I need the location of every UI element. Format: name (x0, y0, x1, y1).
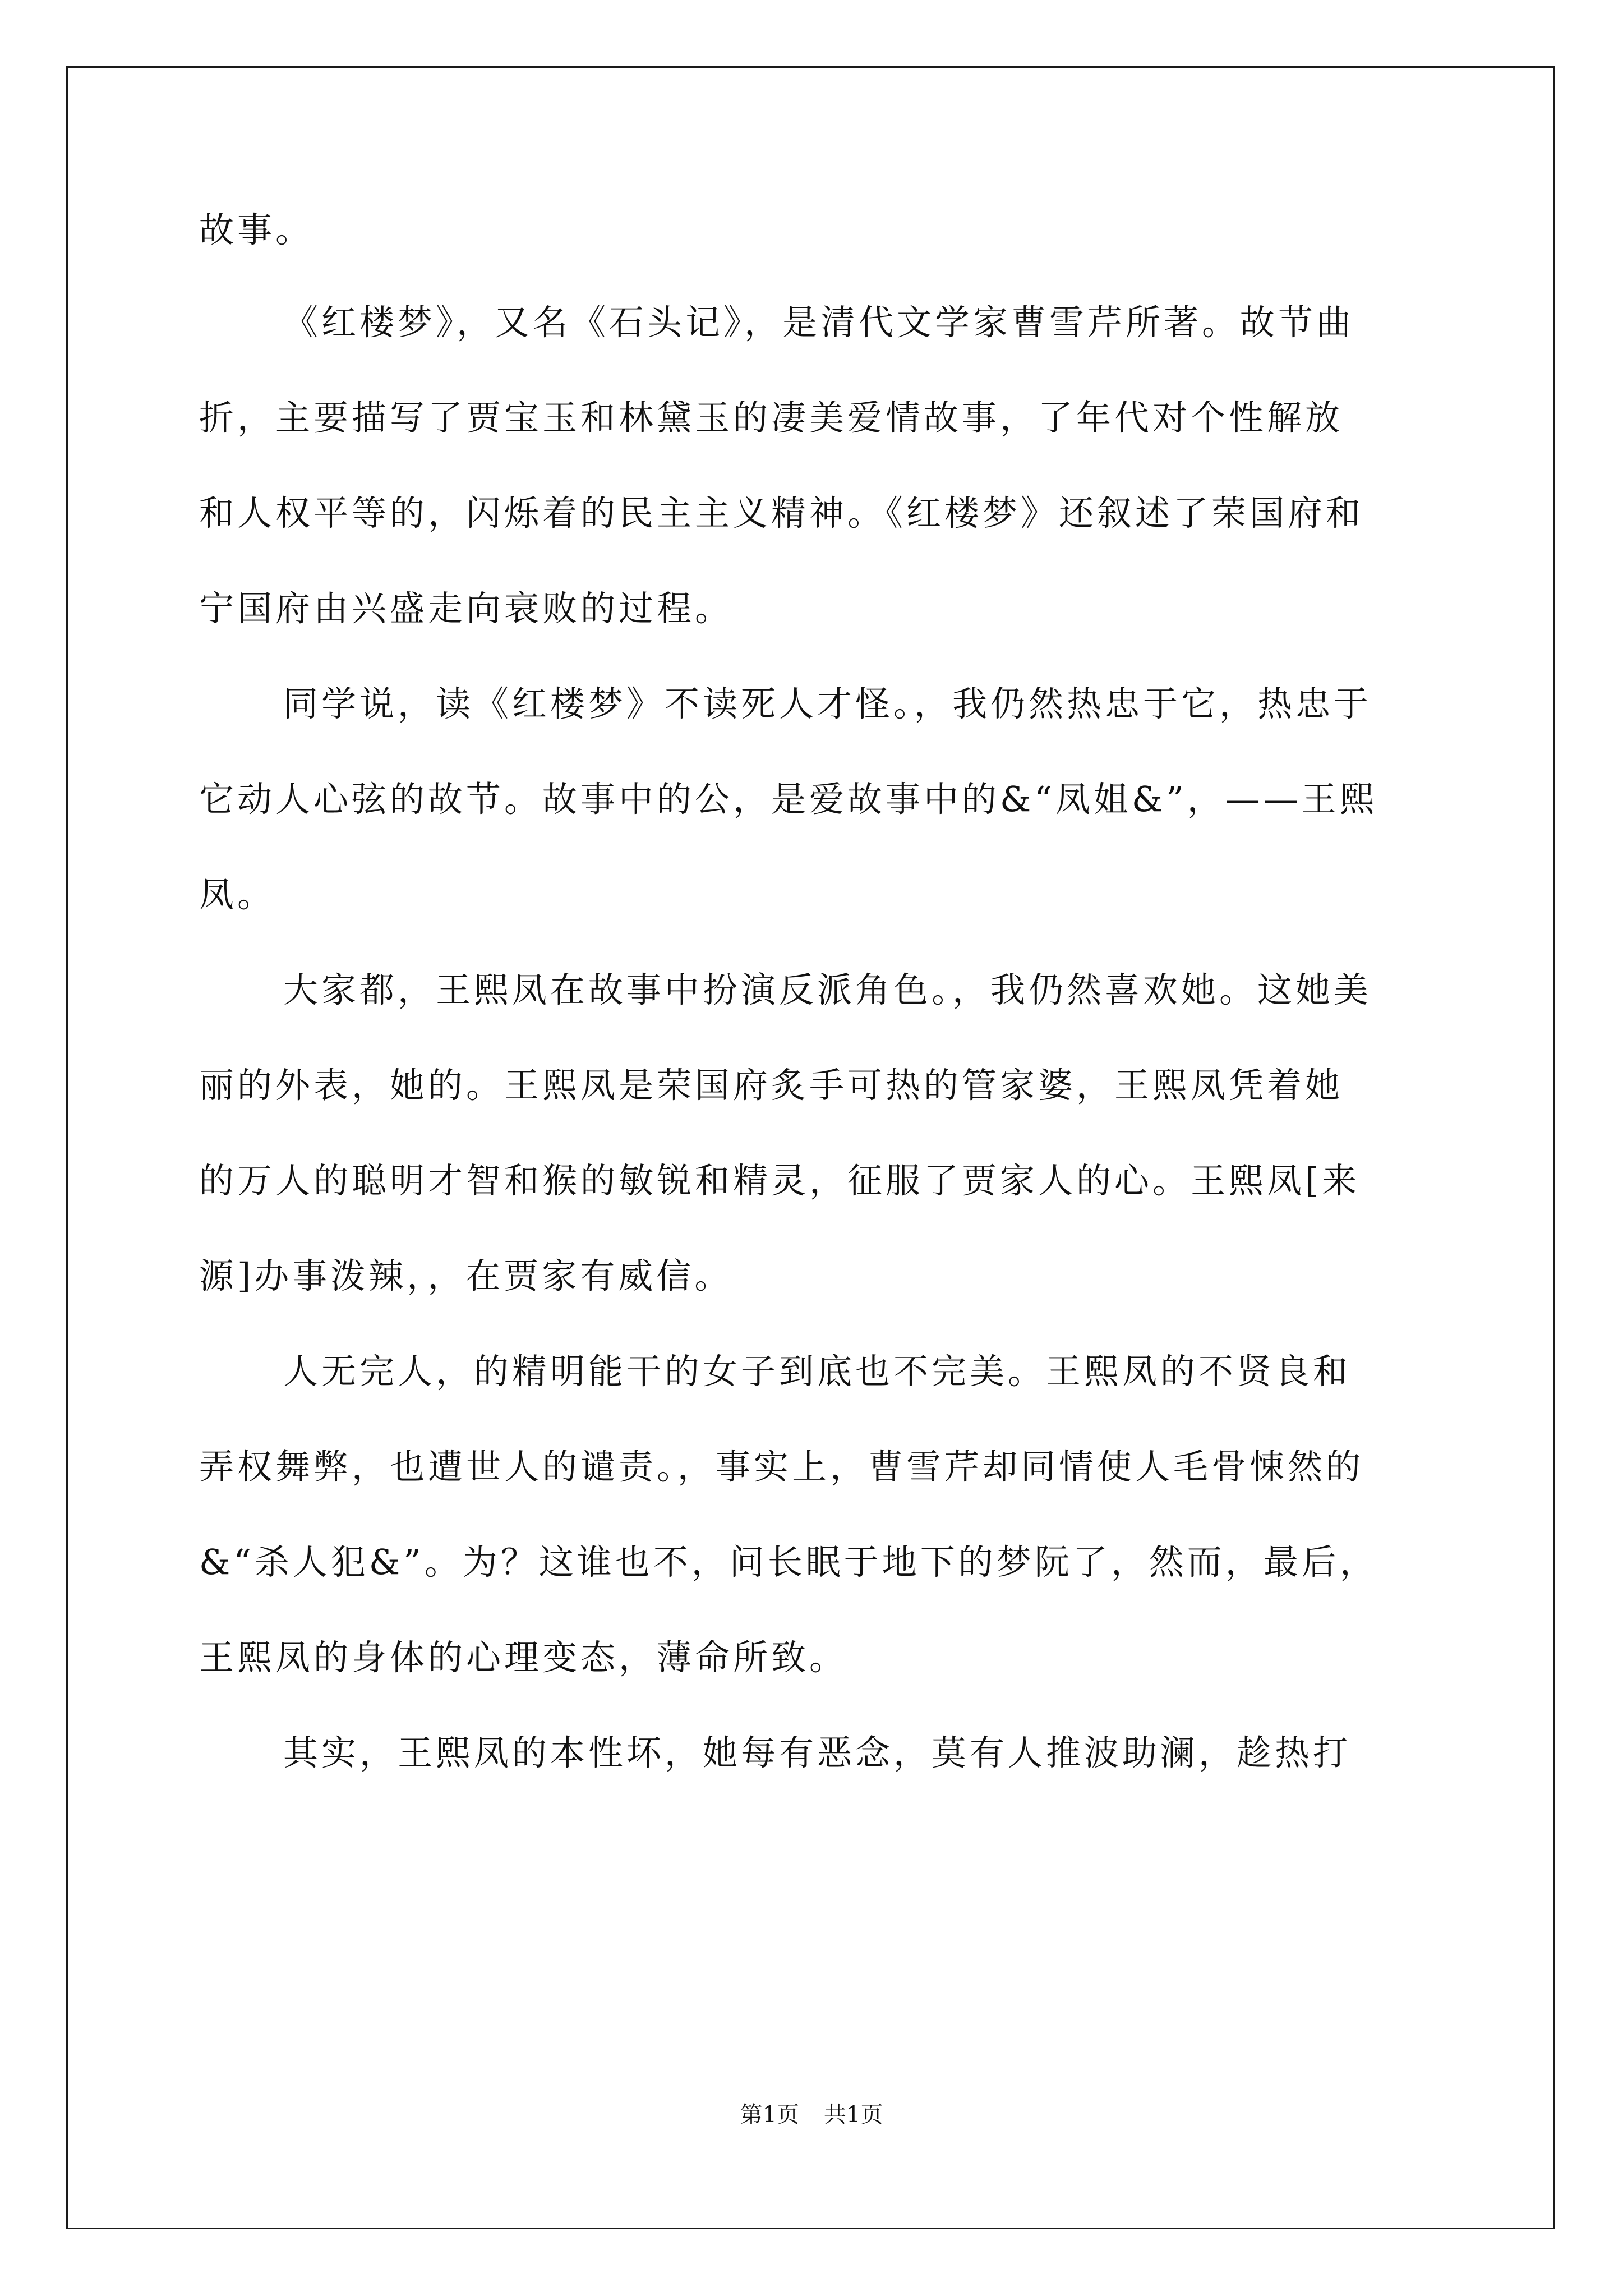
paragraph-start-line: 《红楼梦》，又名《石头记》，是清代文学家曹雪芹所著。故节曲 (283, 302, 1355, 343)
paragraph-start-line: 人无完人，的精明能干的女子到底也不完美。王熙凤的不贤良和 (283, 1351, 1352, 1392)
text-line: 丽的外表，她的。王熙凤是荣国府炙手可热的管家婆，王熙凤凭着她 (199, 1065, 1344, 1106)
text-line: &“杀人犯&”。为？这谁也不，问长眠于地下的梦阮了，然而，最后， (199, 1542, 1378, 1582)
text-line: 故事。 (199, 209, 314, 250)
page-border (66, 66, 1555, 2229)
text-line: 弄权舞弊，也遭世人的谴责。，事实上，曹雪芹却同情使人毛骨悚然的 (199, 1446, 1364, 1487)
page-footer (0, 2101, 1623, 2129)
text-line: 王熙凤的身体的心理变态，薄命所致。 (199, 1637, 848, 1678)
text-line: 的万人的聪明才智和猴的敏锐和精灵，征服了贾家人的心。王熙凤[来 (199, 1160, 1361, 1201)
text-line: 它动人心弦的故节。故事中的公，是爱故事中的&“凤姐&”，——王熙 (199, 779, 1378, 820)
text-line: 折，主要描写了贾宝玉和林黛玉的凄美爱情故事，了年代对个性解放 (199, 397, 1344, 438)
text-line: 凤。 (199, 874, 276, 915)
page-number: 第1页 (740, 2102, 799, 2128)
paragraph-start-line: 其实，王熙凤的本性坏，她每有恶念，莫有人推波助澜，趁热打 (283, 1732, 1352, 1773)
paragraph-start-line: 同学说，读《红楼梦》不读死人才怪。，我仍然热忠于它，热忠于 (283, 683, 1372, 724)
paragraph-start-line: 大家都，王熙凤在故事中扮演反派角色。，我仍然喜欢她。这她美 (283, 969, 1372, 1010)
text-line: 和人权平等的，闪烁着的民主主义精神。《红楼梦》还叙述了荣国府和 (199, 493, 1364, 533)
page-total: 共1页 (824, 2102, 883, 2128)
text-line: 宁国府由兴盛走向衰败的过程。 (199, 588, 734, 629)
text-line: 源]办事泼辣，，在贾家有威信。 (199, 1255, 733, 1296)
